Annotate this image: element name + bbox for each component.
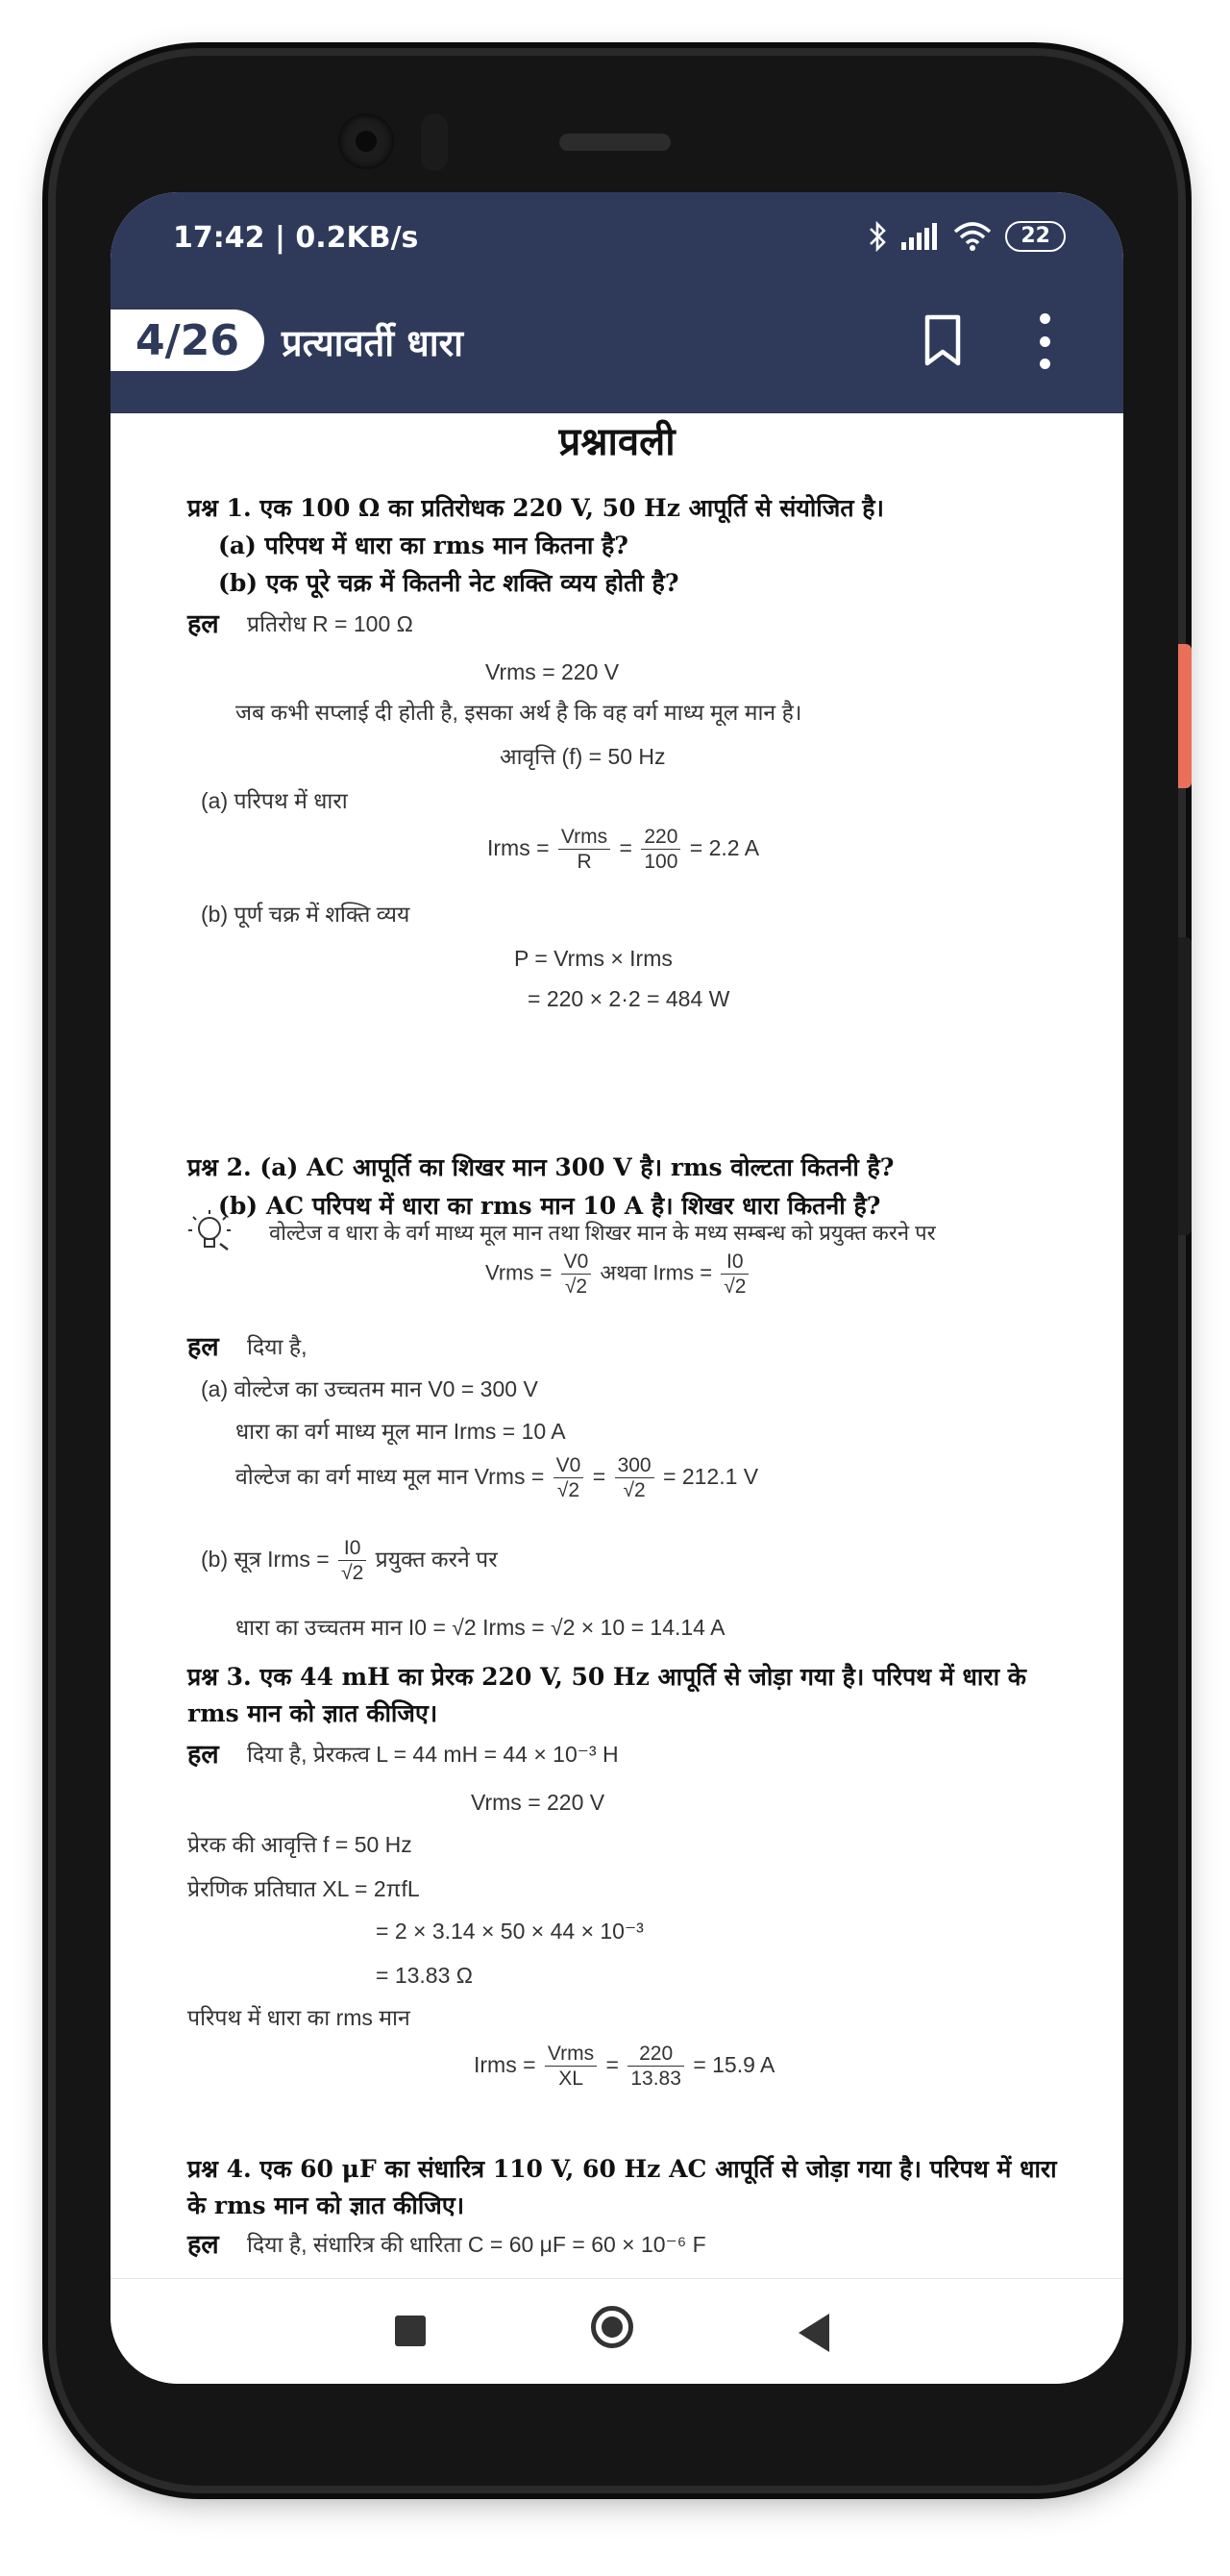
- solution-line: प्रेरणिक प्रतिघात XL = 2πfL: [187, 1876, 420, 1901]
- camera-icon: [338, 113, 394, 169]
- solution-line: आवृत्ति (f) = 50 Hz: [500, 744, 666, 769]
- solution-line: धारा का वर्ग माध्य मूल मान Irms = 10 A: [235, 1419, 566, 1444]
- status-bar: [111, 192, 1123, 288]
- solution-label: हल: [187, 1332, 219, 1362]
- sensor: [421, 113, 448, 171]
- solution-equation: P = Vrms × Irms: [514, 946, 673, 971]
- question-1: [187, 494, 884, 523]
- question-part: (a) परिपथ में धारा का rms मान कितना है?: [218, 532, 628, 559]
- solution-line: दिया है, प्रेरकत्व L = 44 mH = 44 × 10⁻³ H: [247, 1742, 619, 1767]
- solution-equation: = 220 × 2·2 = 484 W: [528, 986, 730, 1011]
- solution-line: दिया है, संधारित्र की धारिता C = 60 μF = 60 × 10⁻⁶ F: [247, 2232, 706, 2257]
- recents-square-icon[interactable]: [395, 2316, 426, 2346]
- screen: [111, 192, 1123, 2384]
- solution-equation: वोल्टेज का वर्ग माध्य मूल मान Vrms = $\frac{V0}{√2}$ = $\frac{300}{√2}$ = 212.1 V: [235, 1454, 759, 1502]
- solution-line: प्रतिरोध R = 100 Ω: [247, 611, 413, 636]
- question-label: प्रश्न 3.: [187, 1663, 252, 1691]
- bluetooth-icon: [867, 221, 888, 252]
- home-circle-icon[interactable]: [591, 2306, 633, 2348]
- question-4: [187, 2155, 1057, 2184]
- page-heading: प्रश्नावली: [558, 420, 676, 464]
- question-text: एक 60 μF का संधारित्र 110 V, 60 Hz AC आपूर्ति से जोड़ा गया है। परिपथ में धारा: [259, 2155, 1057, 2183]
- tip-equation: Vrms = $\frac{V0}{√2}$ अथवा Irms = $\frac{I0}{√2}$: [485, 1250, 751, 1299]
- bookmark-icon[interactable]: [920, 313, 966, 369]
- side-button: [1178, 937, 1192, 1235]
- side-button: [1178, 644, 1192, 788]
- question-text: rms मान को ज्ञात कीजिए।: [187, 1699, 438, 1727]
- tip-bulb-icon: [185, 1207, 234, 1255]
- solution-line: (a) वोल्टेज का उच्चतम मान V0 = 300 V: [201, 1376, 538, 1401]
- page-indicator[interactable]: 4/26: [111, 310, 264, 371]
- question-2: [187, 1153, 894, 1182]
- solution-line: (b) पूर्ण चक्र में शक्ति व्यय: [201, 902, 410, 927]
- question-part: (b) एक पूरे चक्र में कितनी नेट शक्ति व्यय होती है?: [218, 569, 679, 597]
- status-time: 17:42 | 0.2KB/s: [173, 221, 419, 255]
- question-3: [187, 1663, 1026, 1692]
- solution-label: हल: [187, 609, 219, 639]
- solution-equation: Vrms = 220 V: [471, 1790, 605, 1815]
- earpiece-speaker: [559, 134, 671, 151]
- question-part: (b) AC परिपथ में धारा का rms मान 10 A है। शिखर धारा कितनी है?: [218, 1192, 881, 1220]
- document-page[interactable]: [111, 413, 1123, 2278]
- solution-equation: Vrms = 220 V: [485, 659, 620, 684]
- chapter-title: प्रत्यावर्ती धारा: [282, 322, 463, 364]
- solution-equation: (b) सूत्र Irms = $\frac{I0}{√2}$ प्रयुक्त करने पर: [201, 1537, 498, 1585]
- solution-line: परिपथ में धारा का rms मान: [187, 2005, 410, 2030]
- solution-line: (a) परिपथ में धारा: [201, 788, 348, 813]
- solution-equation: = 13.83 Ω: [376, 1963, 473, 1988]
- signal-icon: [901, 223, 940, 250]
- question-text: एक 100 Ω का प्रतिरोधक 220 V, 50 Hz आपूर्ति से संयोजित है।: [259, 494, 885, 522]
- solution-label: हल: [187, 2230, 219, 2260]
- solution-label: हल: [187, 1740, 219, 1770]
- back-triangle-icon[interactable]: [799, 2314, 829, 2352]
- solution-equation: Irms = $\frac{\text{Vrms}}{XL}$ = $\frac{220}{13.83}$ = 15.9 A: [474, 2043, 775, 2091]
- tip-text: वोल्टेज व धारा के वर्ग माध्य मूल मान तथा शिखर मान के मध्य सम्बन्ध को प्रयुक्त करने पर: [269, 1221, 936, 1245]
- question-label: प्रश्न 2.: [187, 1153, 252, 1181]
- question-label: प्रश्न 4.: [187, 2155, 252, 2183]
- solution-equation: Irms = $\frac{\text{Vrms}}{R}$ = $\frac{220}{100}$ = 2.2 A: [487, 826, 760, 874]
- app-bar: [111, 288, 1123, 413]
- question-part: (a) AC आपूर्ति का शिखर मान 300 V है। rms वोल्टता कितनी है?: [259, 1153, 895, 1181]
- solution-equation: धारा का उच्चतम मान I0 = √2 Irms = √2 × 10 = 14.14 A: [235, 1615, 726, 1640]
- question-text: के rms मान को ज्ञात कीजिए।: [187, 2192, 465, 2219]
- status-icons: [867, 221, 1066, 252]
- solution-line: दिया है,: [247, 1334, 308, 1359]
- solution-line: जब कभी सप्लाई दी होती है, इसका अर्थ है कि वह वर्ग माध्य मूल मान है।: [235, 700, 802, 725]
- solution-equation: = 2 × 3.14 × 50 × 44 × 10⁻³: [376, 1919, 644, 1944]
- more-options-icon[interactable]: [1033, 313, 1056, 369]
- wifi-icon: [953, 222, 992, 251]
- question-label: प्रश्न 1.: [187, 494, 252, 522]
- navigation-bar: [111, 2278, 1123, 2384]
- solution-line: प्रेरक की आवृत्ति f = 50 Hz: [187, 1832, 412, 1857]
- battery-icon: 22: [1005, 221, 1066, 252]
- question-text: एक 44 mH का प्रेरक 220 V, 50 Hz आपूर्ति से जोड़ा गया है। परिपथ में धारा के: [259, 1663, 1026, 1691]
